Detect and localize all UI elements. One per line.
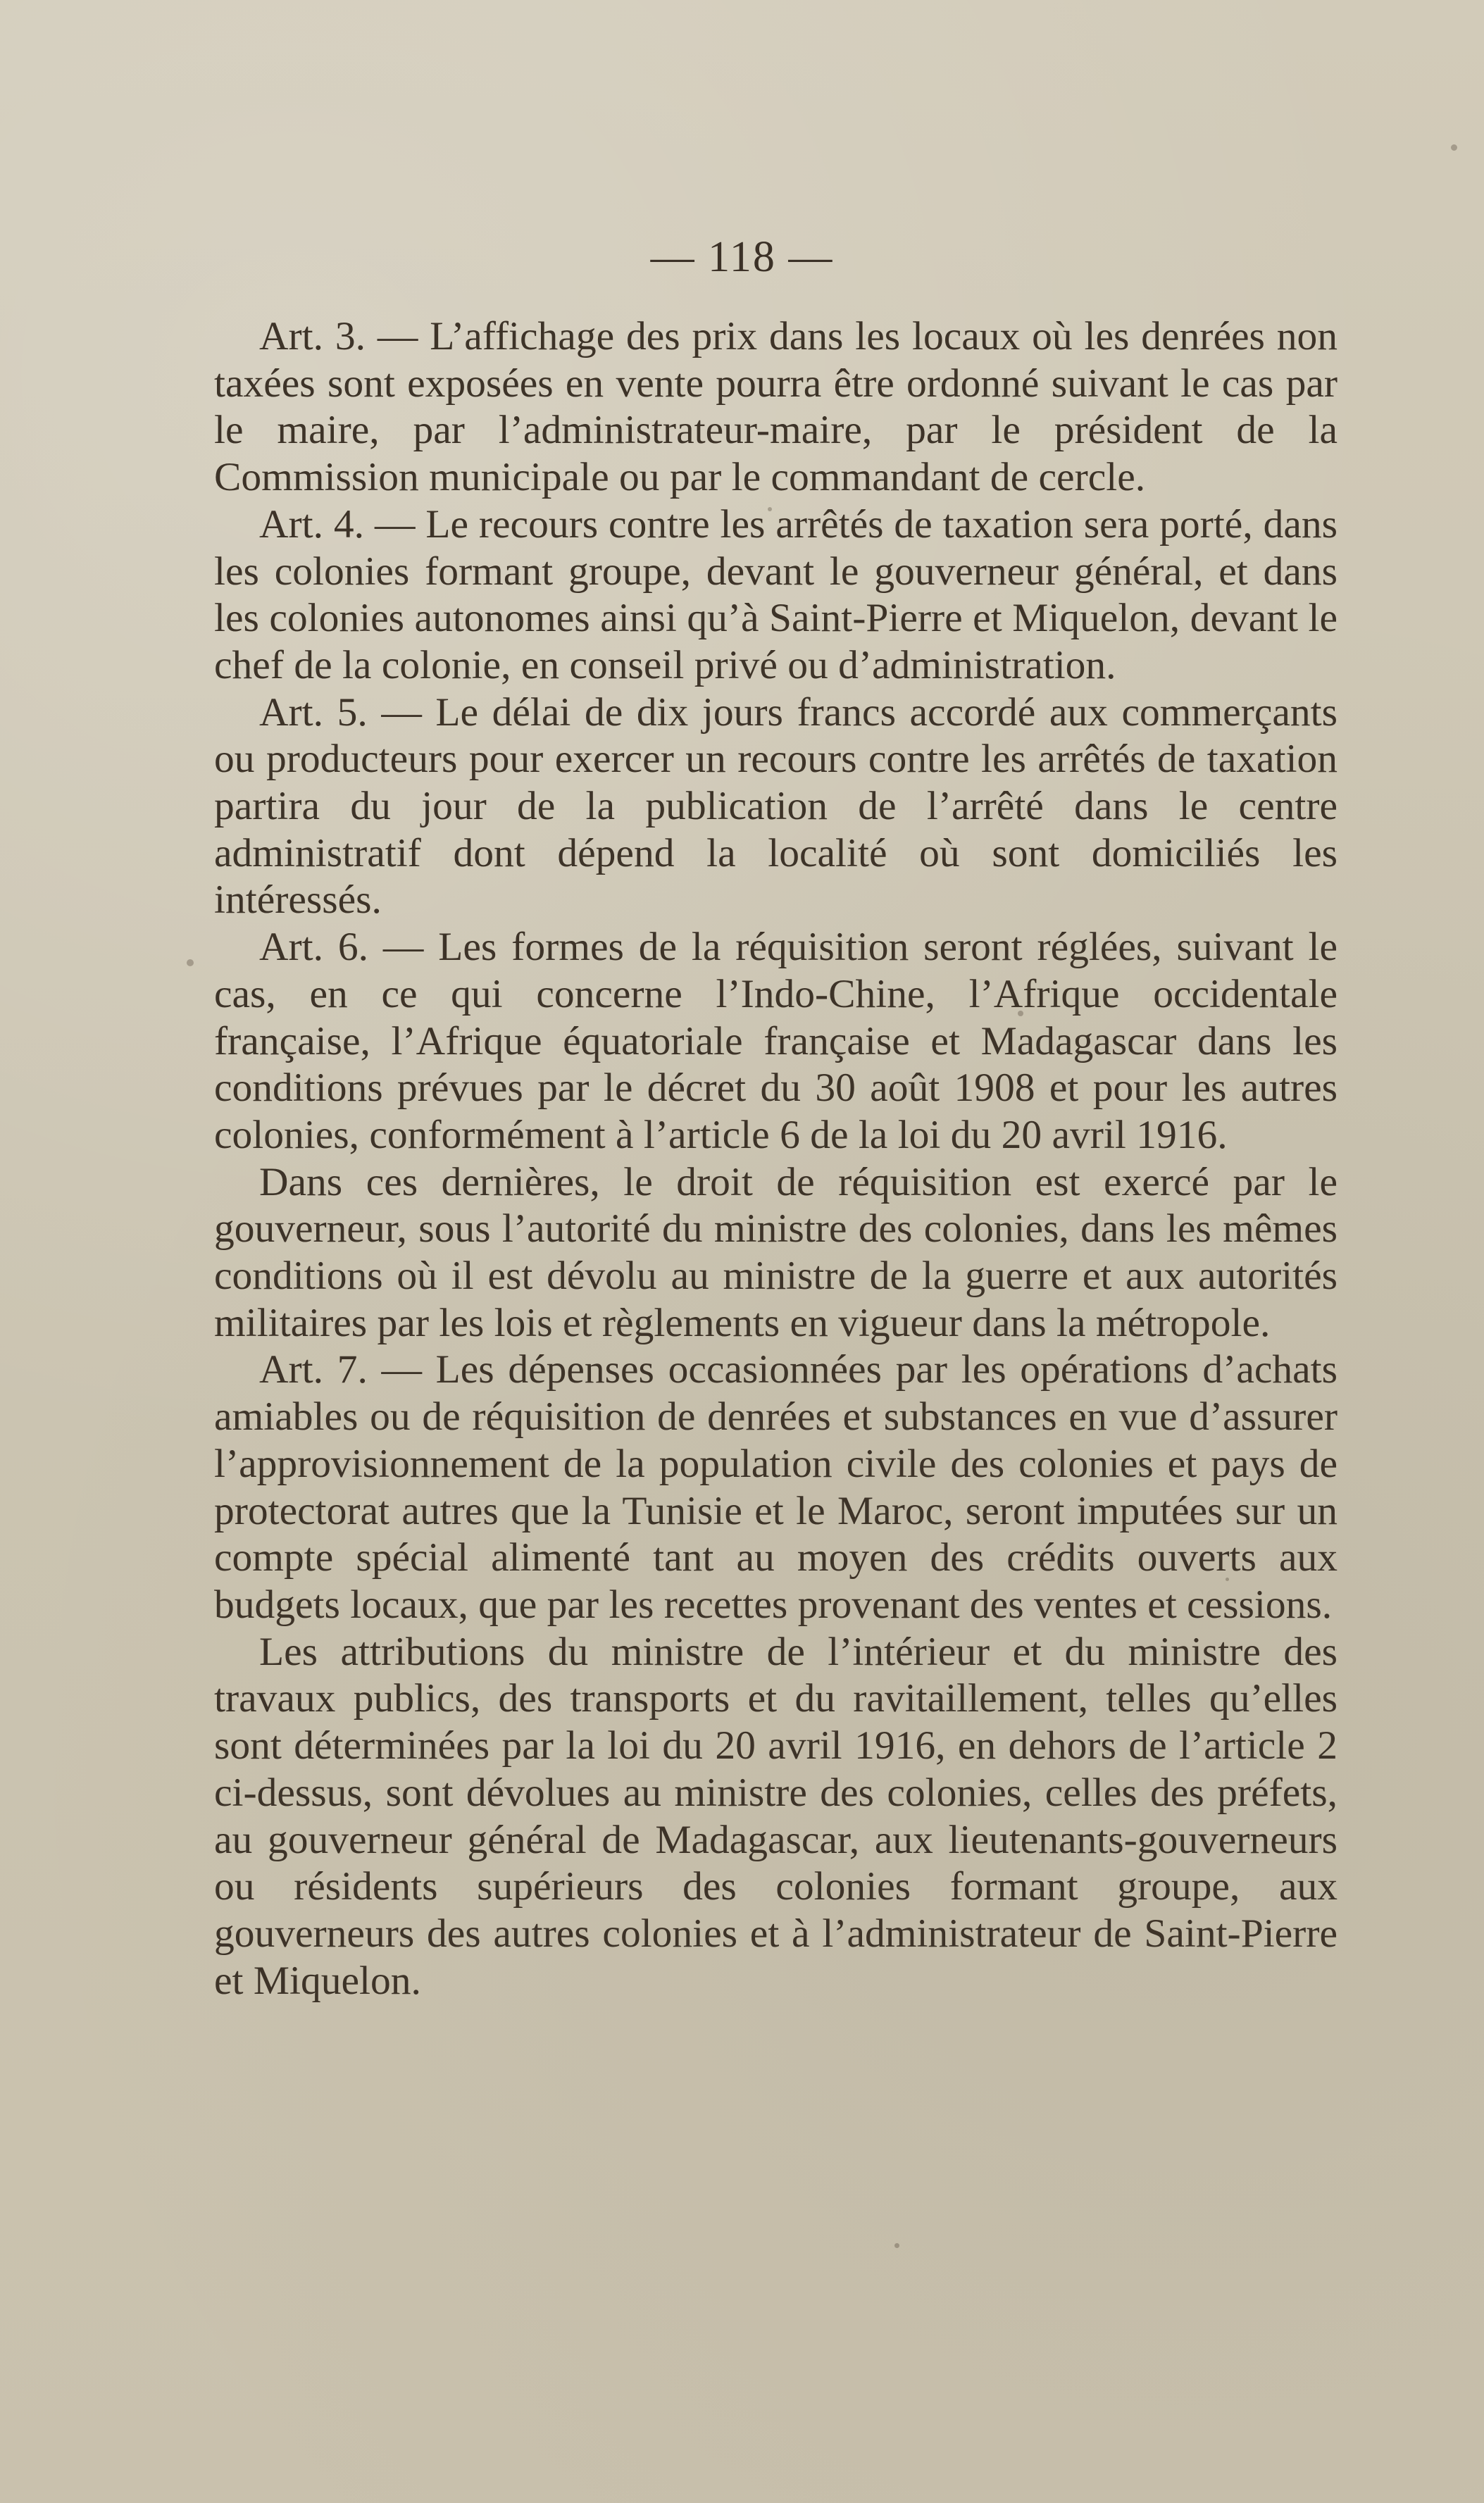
- page-number: — 118 —: [650, 233, 834, 281]
- paper-speck: [187, 959, 194, 966]
- paper-speck: [1018, 1011, 1023, 1016]
- requisition-paragraph: Dans ces dernières, le droit de réquisition est exercé par le gouverneur, sous l’autorité du ministre des colonies, dans les mêmes conditions où il est dévolu au ministre de la guerre et aux autorités militaires par les lois et règlements en vigueur dans la métropole.: [214, 1159, 1338, 1345]
- attributions-paragraph: Les attributions du ministre de l’intérieur et du ministre des travaux publics, des transports et du ravitaillement, telles qu’elles sont déterminées par la loi du 20 avril 1916, en dehors de l’article 2 ci-dessus, sont dévolues au ministre des colonies, celles des préfets, au gouverneur général de Madagascar, aux lieutenants-gouverneurs ou résidents supérieurs des colonies formant groupe, aux gouverneurs des autres colonies et à l’administrateur de Saint-Pierre et Miquelon.: [214, 1629, 1338, 2003]
- article-3-paragraph: Art. 3. — L’affichage des prix dans les locaux où les denrées non taxées sont exposées en vente pourra être ordonné suivant le cas par le maire, par l’administrateur-maire, par le président de la Commission municipale ou par le commandant de cercle.: [214, 314, 1338, 500]
- article-6-paragraph: Art. 6. — Les formes de la réquisition seront réglées, suivant le cas, en ce qui concerne l’Indo-Chine, l’Afrique occidentale française, l’Afrique équatoriale française et Madagascar dans les conditions prévues par le décret du 30 août 1908 et pour les autres colonies, conformément à l’article 6 de la loi du 20 avril 1916.: [214, 925, 1338, 1157]
- paper-speck: [1451, 144, 1457, 151]
- article-4-paragraph: Art. 4. — Le recours contre les arrêtés de taxation sera porté, dans les colonies formant groupe, devant le gouverneur général, et dans les colonies autonomes ainsi qu’à Saint-Pierre et Miquelon, devant le chef de la colonie, en conseil privé ou d’administration.: [214, 501, 1338, 687]
- body-text: [214, 313, 1338, 2004]
- article-7-paragraph: Art. 7. — Les dépenses occasionnées par les opérations d’achats amiables ou de réquisition de denrées et substances en vue d’assurer l’approvisionnement de la population civile des colonies et pays de protectorat autres que la Tunisie et le Maroc, seront imputées sur un compte spécial alimenté tant au moyen des crédits ouverts aux budgets locaux, que par les recettes provenant des ventes et cessions.: [214, 1347, 1338, 1627]
- paper-speck: [894, 2243, 899, 2248]
- paper-speck: [1226, 1578, 1229, 1581]
- article-5-paragraph: Art. 5. — Le délai de dix jours francs accordé aux commerçants ou producteurs pour exercer un recours contre les arrêtés de taxation partira du jour de la publication de l’arrêté dans le centre administratif dont dépend la localité où sont domiciliés les intéressés.: [214, 689, 1338, 923]
- paper-speck: [768, 507, 772, 511]
